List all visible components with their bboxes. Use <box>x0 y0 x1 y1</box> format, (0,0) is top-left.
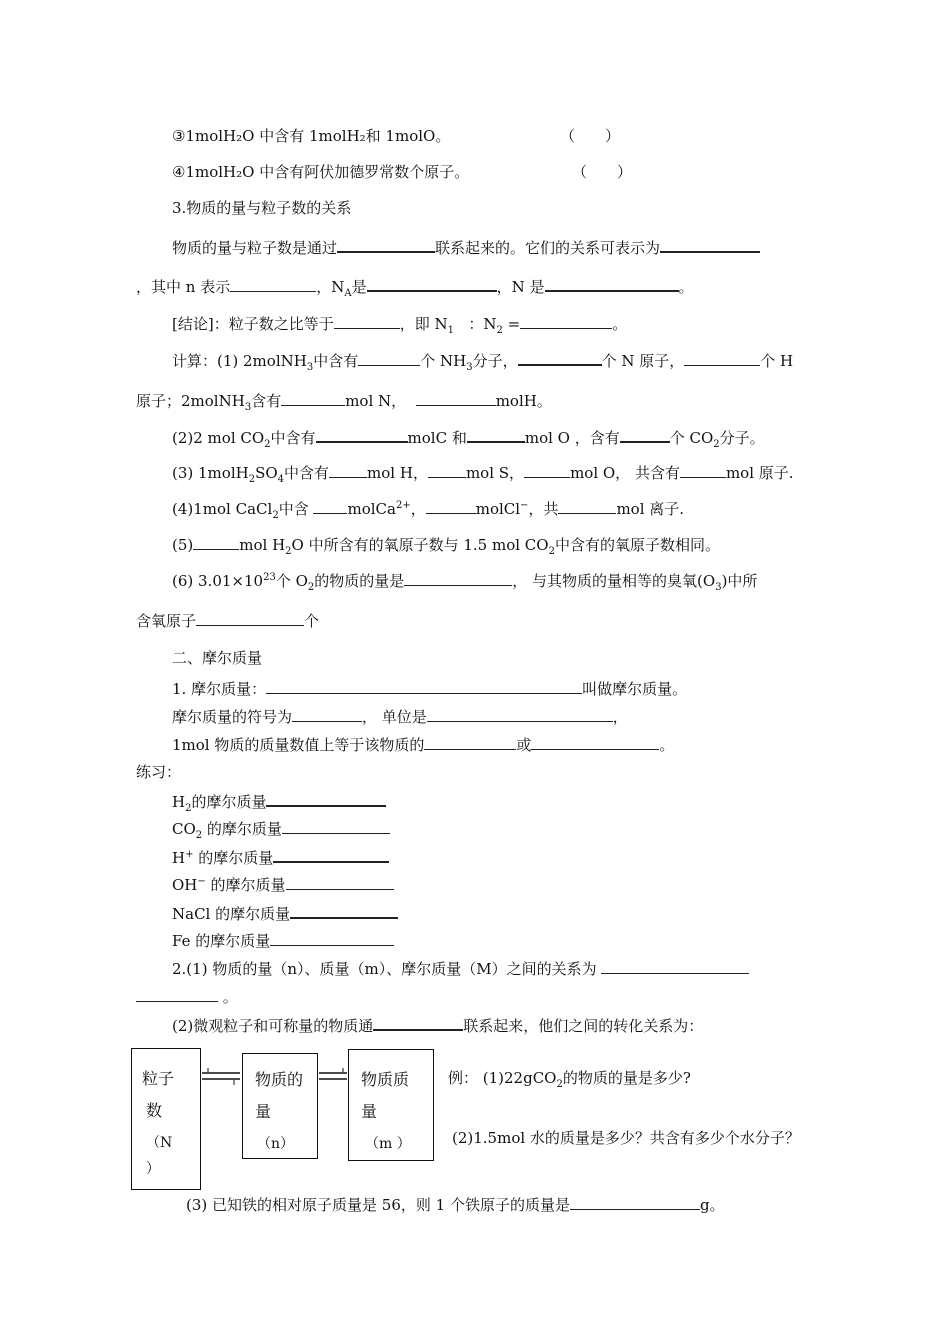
calc-2: (2)2 mol $CO_2$中含有 molC 和 mol O ，含有 个 $CO_2$分子。 <box>172 426 765 448</box>
blank[interactable] <box>620 426 670 443</box>
blank[interactable] <box>358 350 420 366</box>
box-label: （N <box>146 1135 173 1151</box>
blank[interactable] <box>601 958 749 974</box>
relation-question: 2.(1) 物质的量（n）、质量（m）、摩尔质量（M）之间的关系为 <box>172 958 749 979</box>
molar-mass-symbol: 摩尔质量的符号为 ， 单位是 ， <box>172 708 628 726</box>
blank[interactable] <box>334 313 400 329</box>
practice-title: 练习： <box>136 763 182 781</box>
practice-item: $H_2$的摩尔质量 <box>172 790 386 812</box>
conversion-arrow-icon <box>317 1066 349 1088</box>
blank[interactable] <box>316 426 408 443</box>
particle-number-box <box>131 1048 201 1190</box>
blank[interactable] <box>367 275 497 292</box>
box-label: 数 <box>146 1101 163 1120</box>
blank[interactable] <box>416 390 496 406</box>
example-1: 例： (1)22gCO$_2$的物质的量是多少? <box>448 1069 691 1090</box>
mass-box <box>348 1049 434 1161</box>
answer-paren[interactable]: （ ） <box>572 163 633 181</box>
box-label: （n） <box>257 1136 295 1152</box>
example-2: (2)1.5mol 水的质量是多少？共含有多少个水分子？ <box>452 1129 800 1147</box>
blank[interactable] <box>266 790 386 807</box>
conversion-arrow-icon <box>200 1066 242 1088</box>
practice-item: $CO_2$ 的摩尔质量 <box>172 818 390 839</box>
question-3: ③1molH₂O 中含有 1molH₂和 1molO。 <box>172 127 451 145</box>
question-4: ④1molH₂O 中含有阿伏加德罗常数个原子。 <box>172 163 470 181</box>
blank[interactable] <box>570 1194 700 1210</box>
box-label: 粒子 <box>142 1069 175 1088</box>
blank[interactable] <box>193 534 239 550</box>
blank[interactable] <box>427 706 613 722</box>
iron-question: (3) 已知铁的相对原子质量是 56，则 1 个铁原子的质量是 g。 <box>186 1196 725 1214</box>
calc-6-line-2: 含氧原子 个 <box>136 612 320 630</box>
calc-1-line-1: 计算：(1) 2molNH$_3$中含有 个 $NH_3$分子， 个 N 原子， 个 H <box>172 349 793 371</box>
blank[interactable] <box>684 350 760 366</box>
blank[interactable] <box>428 462 466 478</box>
blank[interactable] <box>292 706 362 722</box>
conclusion-line: [结论]：粒子数之比等于 ，即 $N_1$ ：$N_2$ = 。 <box>172 315 628 336</box>
blank[interactable] <box>524 462 570 478</box>
blank[interactable] <box>281 390 345 406</box>
blank[interactable] <box>329 462 367 478</box>
blank[interactable] <box>467 426 525 443</box>
calc-5: (5) mol $H_2O$ 中所含有的氧原子数与 1.5 mol $CO_2$中含有的氧原子数相同。 <box>172 536 720 557</box>
molar-mass-definition: 1. 摩尔质量： 叫做摩尔质量。 <box>172 680 688 698</box>
calc-3: (3) $1molH_2SO_4$中含有 mol H， mol S， mol O， 共含有 mol 原子. <box>172 464 794 485</box>
blank[interactable] <box>266 678 582 694</box>
section-3-title: 3.物质的量与粒子数的关系 <box>172 199 352 217</box>
box-label: （m ） <box>365 1136 411 1152</box>
blank[interactable] <box>518 349 602 366</box>
blank[interactable] <box>282 818 390 834</box>
box-label: 量 <box>361 1102 378 1121</box>
blank[interactable] <box>426 498 476 514</box>
relation-line-1: 物质的量与粒子数是通过 联系起来的。它们的关系可表示为 <box>172 236 760 258</box>
blank[interactable] <box>337 236 435 253</box>
relation-question-cont: 。 <box>136 986 238 1007</box>
answer-paren[interactable]: （ ） <box>560 127 621 145</box>
blank[interactable] <box>558 498 616 514</box>
section-2-title: 二、摩尔质量 <box>172 649 263 667</box>
blank[interactable] <box>273 846 389 863</box>
calc-1-line-2: 原子；2molNH$_3$含有 mol N， molH。 <box>136 392 552 413</box>
blank[interactable] <box>136 986 218 1002</box>
relation-line-2: ，其中 n 表示 ，$N_A$是 ，N 是 。 <box>136 275 694 297</box>
calc-6-line-1: (6) $3.01\times 10^{23}$个 $O_2$的物质的量是 ， 与其物质的量相等的臭氧$(O_3)$中所 <box>172 572 758 593</box>
blank[interactable] <box>680 462 726 478</box>
blank[interactable] <box>313 498 347 514</box>
micro-question: (2)微观粒子和可称量的物质通 联系起来，他们之间的转化关系为： <box>172 1014 703 1036</box>
blank[interactable] <box>404 570 512 586</box>
practice-item: H+ 的摩尔质量 <box>172 846 389 868</box>
blank[interactable] <box>373 1014 463 1031</box>
box-label: 物质质 <box>361 1070 410 1089</box>
box-label: ） <box>146 1161 160 1177</box>
box-label: 物质的 <box>255 1070 304 1089</box>
practice-item: NaCl 的摩尔质量 <box>172 902 398 924</box>
amount-of-substance-box <box>242 1053 318 1159</box>
blank[interactable] <box>196 610 304 626</box>
blank[interactable] <box>290 902 398 919</box>
practice-item: OH− 的摩尔质量 <box>172 874 394 895</box>
blank[interactable] <box>660 236 760 253</box>
blank[interactable] <box>545 275 679 292</box>
blank[interactable] <box>286 874 394 890</box>
box-label: 量 <box>255 1102 272 1121</box>
blank[interactable] <box>270 930 394 946</box>
blank[interactable] <box>520 313 612 329</box>
practice-item: Fe 的摩尔质量 <box>172 930 394 951</box>
blank[interactable] <box>531 734 659 750</box>
blank[interactable] <box>424 734 516 750</box>
blank[interactable] <box>230 276 316 292</box>
molar-mass-value: 1mol 物质的质量数值上等于该物质的 或 。 <box>172 736 675 754</box>
calc-4: (4)1mol CaCl$_2$中含 molCa$^{2+}$， molCl−，共 mol 离子. <box>172 500 685 521</box>
